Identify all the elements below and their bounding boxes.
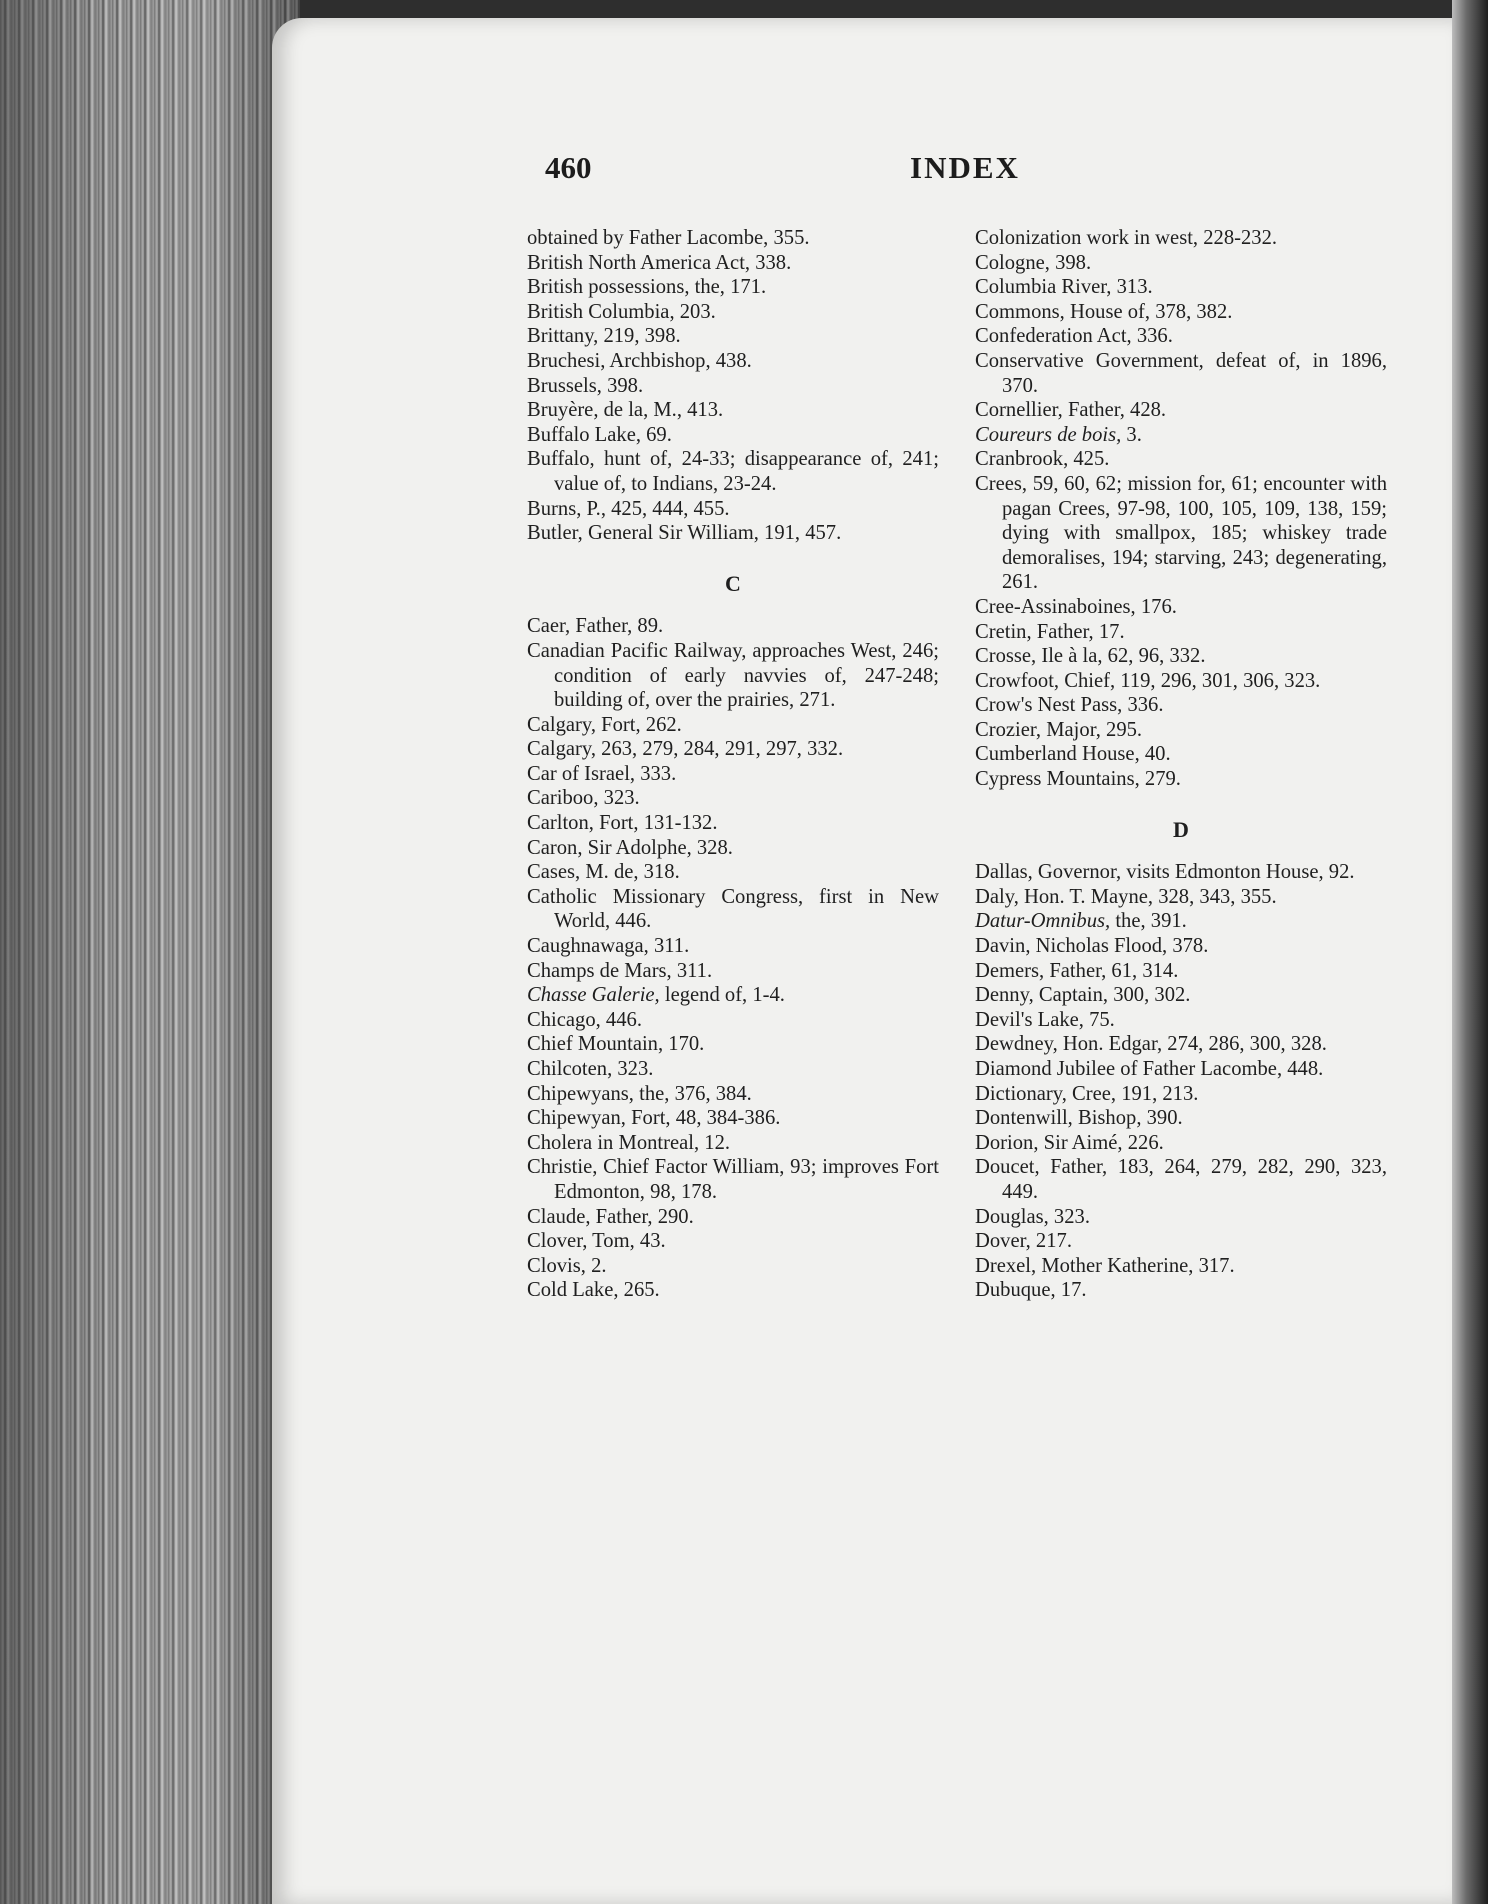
index-entry: Carlton, Fort, 131-132. (527, 812, 718, 835)
index-entry: obtained by Father Lacombe, 355. (527, 227, 810, 249)
index-entry: Caron, Sir Adolphe, 328. (527, 836, 733, 859)
entry-group (975, 447, 1387, 791)
index-entry: Dontenwill, Bishop, 390. (975, 1107, 1183, 1130)
index-entry: Bruyère, de la, M., 413. (527, 399, 724, 422)
entry-text: legend of, 1-4. (659, 984, 785, 1007)
index-entry: Devil's Lake, 75. (975, 1008, 1115, 1031)
index-entry: Champs de Mars, 311. (527, 959, 713, 982)
running-head: INDEX (910, 150, 1020, 185)
index-entry: Cree-Assinaboines, 176. (975, 595, 1177, 618)
index-entry: Chipewyans, the, 376, 384. (527, 1082, 752, 1105)
index-entry: Crosse, Ile à la, 62, 96, 332. (975, 645, 1206, 668)
index-entry: Drexel, Mother Katherine, 317. (975, 1254, 1235, 1277)
entry-text: the, 391. (1110, 910, 1187, 933)
entry-group (527, 226, 939, 546)
index-entry: Dover, 217. (975, 1230, 1072, 1253)
index-entry: Brussels, 398. (527, 374, 644, 397)
index-entry: Crozier, Major, 295. (975, 718, 1143, 741)
index-entry: Cumberland House, 40. (975, 743, 1171, 766)
index-entry: Caughnawaga, 311. (527, 935, 690, 958)
index-entry: Cretin, Father, 17. (975, 620, 1125, 643)
index-entry: Dorion, Sir Aimé, 226. (975, 1131, 1164, 1154)
index-entry: Dallas, Governor, visits Edmonton House, 92. (975, 861, 1355, 884)
index-entry: Cypress Mountains, 279. (975, 768, 1181, 791)
index-column-right (975, 226, 1387, 1303)
index-entry: Catholic Missionary Congress, first in New World, 446. (527, 885, 939, 933)
index-entry: Butler, General Sir William, 191, 457. (527, 522, 842, 545)
section-letter-c: C (725, 570, 741, 596)
index-entry: British possessions, the, 171. (527, 276, 767, 299)
index-entry: Demers, Father, 61, 314. (975, 959, 1179, 982)
index-entry: Christie, Chief Factor William, 93; improves Fort Edmonton, 98, 178. (527, 1156, 939, 1203)
index-entry: Davin, Nicholas Flood, 378. (975, 935, 1209, 958)
index-entry: Diamond Jubilee of Father Lacombe, 448. (975, 1058, 1324, 1080)
index-entry: Doucet, Father, 183, 264, 279, 282, 290, 323, 449. (975, 1156, 1387, 1203)
index-entry: Canadian Pacific Railway, approaches West, 246; condition of early navvies of, 247-248; building of, over the prairies, 271. (527, 639, 939, 712)
index-entry: Car of Israel, 333. (527, 762, 677, 785)
index-entry: Chilcoten, 323. (527, 1058, 654, 1080)
index-entry: Clover, Tom, 43. (527, 1230, 666, 1253)
index-entry: Crees, 59, 60, 62; mission for, 61; encounter with pagan Crees, 97-98, 100, 105, 109, 138, 159; dying with smallpox, 185; whiskey trade demoralises, 194; starving, 243; degenerating, 261. (975, 472, 1387, 594)
index-entry (527, 983, 939, 1008)
entry-group (527, 614, 939, 983)
entry-group (975, 860, 1387, 909)
index-entry: Chicago, 446. (527, 1008, 642, 1031)
index-entry: Cranbrook, 425. (975, 448, 1110, 471)
page-number: 460 (545, 150, 592, 185)
section-letter-d: D (1173, 816, 1189, 842)
index-entry: Confederation Act, 336. (975, 325, 1173, 348)
entry-group (975, 226, 1387, 423)
index-entry: Daly, Hon. T. Mayne, 328, 343, 355. (975, 885, 1277, 908)
index-entry: Cariboo, 323. (527, 787, 640, 810)
index-entry: Conservative Government, defeat of, in 1896, 370. (975, 349, 1387, 397)
index-column-left (527, 226, 939, 1303)
index-entry: Cold Lake, 265. (527, 1279, 660, 1302)
index-entry: Colonization work in west, 228-232. (975, 227, 1278, 249)
index-entry: Bruchesi, Archbishop, 438. (527, 349, 752, 372)
entry-italic-term: Coureurs de bois, (975, 423, 1122, 446)
index-entry: Caer, Father, 89. (527, 615, 664, 638)
index-entry: Crow's Nest Pass, 336. (975, 694, 1164, 717)
index-entry: Chipewyan, Fort, 48, 384-386. (527, 1107, 781, 1130)
index-entry: Commons, House of, 378, 382. (975, 300, 1233, 323)
binding-shadow (1452, 0, 1488, 1904)
book-fore-edge (0, 0, 300, 1904)
index-entry: Calgary, Fort, 262. (527, 713, 682, 736)
page-header (545, 150, 1065, 200)
index-entry: Columbia River, 313. (975, 276, 1153, 299)
index-entry: Dubuque, 17. (975, 1279, 1087, 1302)
index-entry: Chief Mountain, 170. (527, 1033, 705, 1056)
index-entry: Buffalo, hunt of, 24-33; disappearance of, 241; value of, to Indians, 23-24. (527, 448, 939, 495)
index-entry: Cologne, 398. (975, 251, 1092, 274)
index-entry: Dewdney, Hon. Edgar, 274, 286, 300, 328. (975, 1033, 1327, 1056)
entry-group (975, 934, 1387, 1303)
index-entry: Cholera in Montreal, 12. (527, 1131, 731, 1154)
index-entry: Crowfoot, Chief, 119, 296, 301, 306, 323. (975, 669, 1321, 692)
index-entry: Calgary, 263, 279, 284, 291, 297, 332. (527, 738, 844, 761)
index-entry: British North America Act, 338. (527, 251, 792, 274)
index-entry: Cornellier, Father, 428. (975, 399, 1167, 422)
index-entry: Cases, M. de, 318. (527, 861, 680, 884)
index-entry: Burns, P., 425, 444, 455. (527, 497, 730, 520)
index-entry: Brittany, 219, 398. (527, 325, 681, 348)
index-entry (975, 909, 1387, 934)
index-entry: Buffalo Lake, 69. (527, 423, 672, 446)
entry-group (527, 1008, 939, 1303)
index-entry: Claude, Father, 290. (527, 1205, 694, 1228)
index-entry (975, 423, 1387, 448)
index-entry: Clovis, 2. (527, 1254, 607, 1277)
index-entry: Denny, Captain, 300, 302. (975, 984, 1191, 1007)
entry-italic-term: Datur-Omnibus, (975, 910, 1111, 933)
index-entry: British Columbia, 203. (527, 300, 716, 323)
entry-text: 3. (1121, 423, 1142, 446)
index-entry: Dictionary, Cree, 191, 213. (975, 1082, 1199, 1105)
index-entry: Douglas, 323. (975, 1205, 1090, 1228)
entry-italic-term: Chasse Galerie, (527, 984, 660, 1007)
